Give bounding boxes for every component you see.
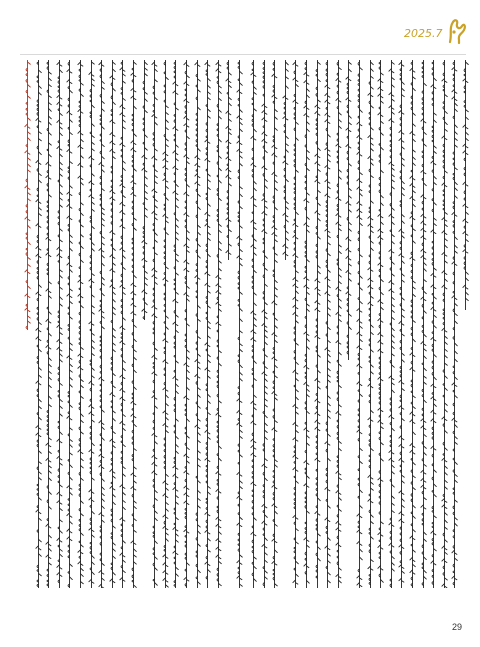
text-column [236,60,242,588]
text-column [162,60,168,588]
text-column [441,60,447,588]
text-column [250,60,256,588]
script-glyph-stroke [324,60,331,588]
script-glyph-stroke [151,60,158,588]
text-column [398,60,404,588]
script-glyph-stroke [398,60,405,588]
script-glyph-stroke [194,60,201,588]
script-glyph-stroke [236,60,243,588]
text-column [303,60,309,588]
text-column [261,60,267,588]
vertical-mongolian-text-body [22,60,466,605]
script-glyph-stroke [388,60,395,588]
script-glyph-stroke [98,60,105,588]
text-column [282,60,288,260]
text-column [45,60,51,588]
script-glyph-stroke [88,60,95,588]
text-column [109,60,115,588]
text-column [130,60,136,588]
script-glyph-stroke [292,60,299,588]
script-glyph-stroke [430,60,437,588]
script-glyph-stroke [162,60,169,588]
script-glyph-stroke [314,60,321,588]
text-column [462,60,468,310]
text-column [430,60,436,588]
script-glyph-stroke [335,60,342,588]
text-column [420,60,426,588]
text-column [141,60,147,320]
script-glyph-stroke [367,60,374,588]
mongolian-script-emblem-icon [446,18,468,44]
text-column [56,60,62,588]
script-glyph-stroke [451,60,458,588]
script-glyph-stroke [409,60,416,588]
text-column [335,60,341,588]
page-header [0,0,480,58]
text-column [151,60,157,588]
script-glyph-stroke [109,60,116,588]
script-glyph-stroke [303,60,310,588]
text-column [324,60,330,588]
script-glyph-stroke [24,60,31,330]
text-column [345,60,351,360]
script-glyph-stroke [119,60,126,588]
script-glyph-stroke [215,60,222,588]
text-column [204,60,210,588]
script-glyph-stroke [462,60,469,310]
text-column [183,60,189,588]
script-glyph-stroke [183,60,190,588]
script-glyph-stroke [250,60,257,588]
script-glyph-stroke [172,60,179,588]
text-column [377,60,383,588]
text-column [194,60,200,588]
text-column [66,60,72,588]
text-column [367,60,373,588]
text-column [314,60,320,588]
text-column [35,60,41,588]
text-column [271,60,277,588]
text-column [215,60,221,588]
script-glyph-stroke [77,60,84,588]
script-glyph-stroke [225,60,232,260]
header-divider [20,54,466,55]
text-column [77,60,83,588]
script-glyph-stroke [282,60,289,260]
script-glyph-stroke [66,60,73,588]
script-glyph-stroke [420,60,427,588]
text-column [451,60,457,588]
text-column [388,60,394,588]
script-glyph-stroke [141,60,148,320]
script-glyph-stroke [441,60,448,588]
text-column [225,60,231,260]
script-glyph-stroke [271,60,278,588]
text-column [409,60,415,588]
script-glyph-stroke [45,60,52,588]
page-number: 29 [452,622,463,632]
text-column [98,60,104,588]
script-glyph-stroke [35,60,42,588]
text-column [292,60,298,588]
issue-date: 2025.7 [404,27,443,40]
script-glyph-stroke [56,60,63,588]
script-glyph-stroke [345,60,352,360]
text-column [356,60,362,588]
script-glyph-stroke [204,60,211,588]
script-glyph-stroke [377,60,384,588]
article-title-column [24,60,30,330]
script-glyph-stroke [261,60,268,588]
script-glyph-stroke [356,60,363,588]
text-column [172,60,178,588]
text-column [119,60,125,588]
script-glyph-stroke [130,60,137,588]
text-column [88,60,94,588]
